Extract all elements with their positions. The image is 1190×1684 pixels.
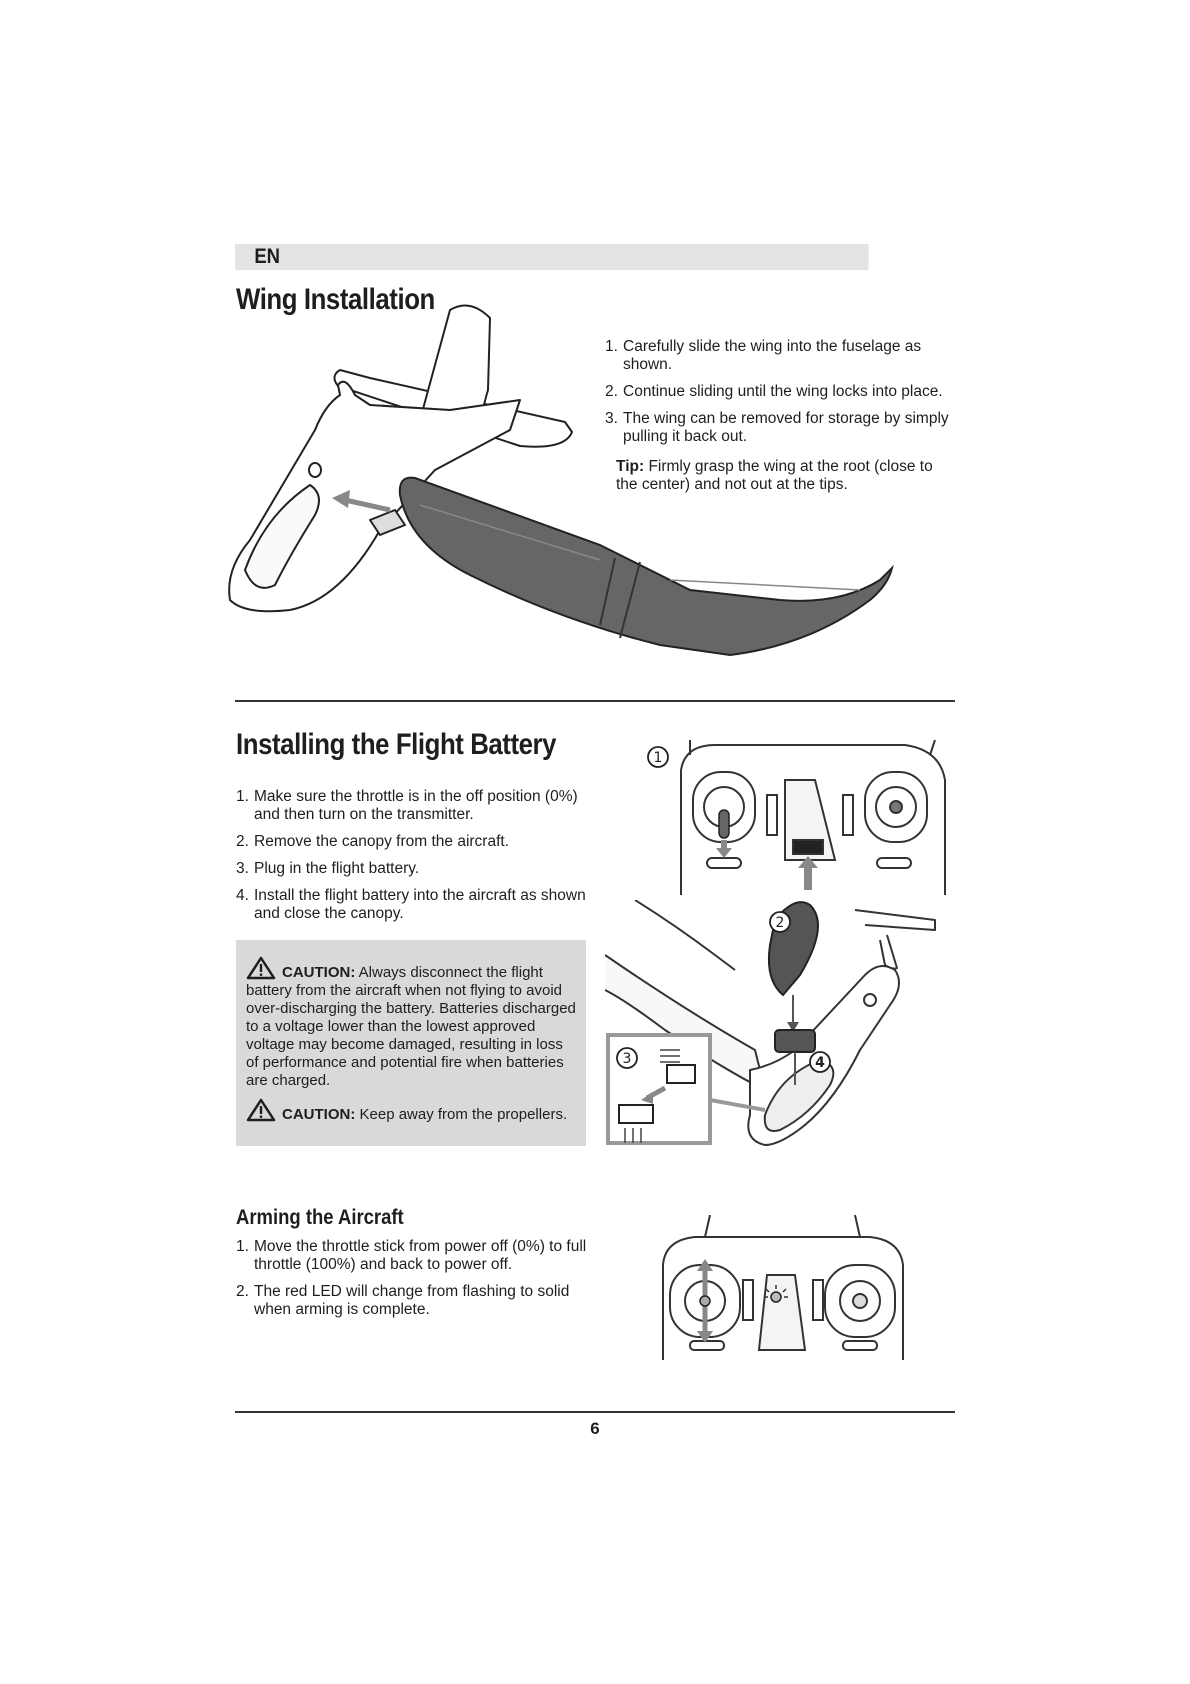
- tip-text: Firmly grasp the wing at the root (close to the center) and not out at the tips.: [616, 458, 933, 493]
- battery-steps-block: [236, 788, 591, 932]
- arming-steps-list: [236, 1238, 591, 1319]
- footer-rule: [235, 1411, 955, 1413]
- svg-text:3: 3: [622, 1051, 632, 1067]
- wing-step-1: 1. Carefully slide the wing into the fuselage as shown.: [605, 338, 922, 373]
- caution-label-2: CAUTION:: [282, 1106, 356, 1123]
- language-label: EN: [254, 245, 281, 268]
- battery-step-3: 3. Plug in the flight battery.: [236, 860, 420, 877]
- warning-triangle-icon: [246, 956, 276, 980]
- page-number: 6: [590, 1419, 600, 1438]
- caution-text-2: Keep away from the propellers.: [359, 1106, 568, 1123]
- transmitter-arming-illustration: [655, 1215, 910, 1360]
- wing-installation-title: Wing Installation: [236, 283, 435, 316]
- warning-triangle-icon: [246, 1098, 276, 1122]
- battery-step-1: 1. Make sure the throttle is in the off position (0%) and then turn on the transmitter.: [236, 788, 578, 823]
- wing-tip: [605, 458, 950, 494]
- tip-label: Tip:: [616, 458, 645, 475]
- section-divider: [235, 700, 955, 702]
- arming-step-2: 2. The red LED will change from flashing to solid when arming is complete.: [236, 1283, 570, 1318]
- red-led-icon: [771, 1292, 781, 1302]
- battery-steps-list: [236, 788, 591, 923]
- arming-title: Arming the Aircraft: [236, 1206, 404, 1229]
- wing-steps-block: [605, 338, 950, 494]
- caution-label-1: CAUTION:: [282, 964, 356, 981]
- wing-step-2: 2. Continue sliding until the wing locks into place.: [605, 383, 943, 400]
- caution-propellers: [246, 1098, 578, 1124]
- language-tab: [235, 244, 869, 270]
- transmitter-throttle-off-illustration: [615, 740, 965, 895]
- svg-text:2: 2: [775, 915, 785, 931]
- battery-installation-illustration: [605, 900, 965, 1155]
- battery-step-2: 2. Remove the canopy from the aircraft.: [236, 833, 510, 850]
- svg-text:1: 1: [653, 750, 663, 766]
- flight-battery-title: Installing the Flight Battery: [236, 728, 557, 761]
- arming-steps-block: [236, 1238, 591, 1328]
- battery-step-4: 4. Install the flight battery into the aircraft as shown and close the canopy.: [236, 887, 586, 922]
- caution-battery: [246, 956, 578, 1090]
- wing-step-3: 3. The wing can be removed for storage by simply pulling it back out.: [605, 410, 949, 445]
- wing-steps-list: [605, 338, 950, 446]
- caution-box: [236, 940, 586, 1146]
- arming-step-1: 1. Move the throttle stick from power off (0%) to full throttle (100%) and back to power off.: [236, 1238, 587, 1273]
- svg-text:4: 4: [815, 1055, 825, 1071]
- caution-text-1: Always disconnect the flight battery from the aircraft when not flying to avoid over-discharging the battery. Batteries discharged to a voltage lower than the lowest approved voltage may become damaged, resulting in loss of performance and potential fire when batteries are charged.: [246, 964, 576, 1089]
